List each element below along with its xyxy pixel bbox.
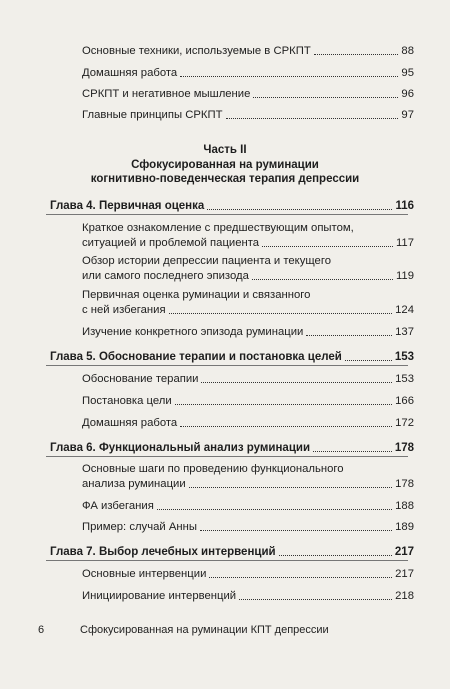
- dot-leader: [157, 509, 392, 510]
- dot-leader: [169, 313, 393, 314]
- entry-title-line2: или самого последнего эпизода: [82, 269, 249, 282]
- toc-entry: [82, 288, 414, 317]
- dot-leader: [262, 246, 393, 247]
- toc-entry: [82, 589, 414, 603]
- entry-page: 137: [395, 326, 414, 338]
- page-number: 6: [38, 624, 45, 636]
- dot-leader: [226, 118, 399, 119]
- toc-entry: [82, 66, 414, 80]
- entry-page: 217: [395, 568, 414, 580]
- dot-leader: [201, 382, 392, 383]
- entry-page: 96: [401, 88, 414, 100]
- part-title-line1: Сфокусированная на руминации: [131, 158, 319, 171]
- dot-leader: [252, 279, 393, 280]
- entry-title: Домашняя работа: [82, 67, 178, 79]
- entry-title: ФА избегания: [82, 500, 154, 512]
- dot-leader: [180, 76, 398, 77]
- entry-title: Главные принципы СРКПТ: [82, 109, 223, 121]
- entry-title-line1: Краткое ознакомление с предшествующим опытом,: [82, 222, 354, 234]
- entry-page: 172: [395, 417, 414, 429]
- entry-title-line2: с ней избегания: [82, 303, 166, 316]
- dot-leader: [200, 530, 392, 531]
- dot-leader: [175, 404, 392, 405]
- dot-leader: [189, 487, 392, 488]
- entry-title: Основные интервенции: [82, 568, 207, 580]
- entry-title: Пример: случай Анны: [82, 521, 197, 533]
- entry-page: 88: [401, 45, 414, 57]
- dot-leader: [207, 209, 392, 210]
- toc-entry: [82, 108, 414, 122]
- entry-title-line2: анализа руминации: [82, 477, 186, 490]
- chapter-divider: [46, 456, 408, 457]
- entry-page: 153: [395, 373, 414, 385]
- toc-entry: [82, 254, 414, 283]
- entry-page: 189: [395, 521, 414, 533]
- toc-entry: [82, 372, 414, 386]
- entry-title: Обоснование терапии: [82, 373, 199, 385]
- chapter-page: 153: [394, 351, 414, 363]
- dot-leader: [253, 97, 398, 98]
- toc-entry: [82, 87, 414, 101]
- chapter-heading: [50, 199, 414, 213]
- entry-page: 124: [395, 303, 414, 316]
- entry-title: Основные техники, используемые в СРКПТ: [82, 45, 311, 57]
- entry-title-line2: ситуацией и проблемой пациента: [82, 236, 260, 249]
- entry-page: 95: [401, 67, 414, 79]
- toc-entry: [82, 221, 414, 250]
- entry-title: Изучение конкретного эпизода руминации: [82, 326, 304, 338]
- dot-leader: [239, 599, 392, 600]
- chapter-title: Глава 6. Функциональный анализ руминации: [50, 442, 311, 454]
- chapter-heading: [50, 441, 414, 455]
- dot-leader: [209, 577, 392, 578]
- entry-page: 97: [401, 109, 414, 121]
- entry-title-line1: Основные шаги по проведению функционального: [82, 463, 344, 475]
- part-title-line2: когнитивно-поведенческая терапия депрессии: [90, 173, 360, 185]
- chapter-divider: [46, 365, 408, 366]
- dot-leader: [345, 360, 392, 361]
- chapter-title: Глава 5. Обоснование терапии и постановка целей: [50, 351, 342, 363]
- entry-title: Домашняя работа: [82, 417, 178, 429]
- entry-title-line1: Первичная оценка руминации и связанного: [82, 289, 311, 301]
- running-title: Сфокусированная на руминации КПТ депрессии: [80, 624, 329, 636]
- entry-page: 117: [395, 236, 414, 249]
- part-label: Часть II: [203, 144, 247, 156]
- entry-page: 188: [395, 500, 414, 512]
- dot-leader: [313, 451, 392, 452]
- toc-entry: [82, 520, 414, 534]
- entry-title: Инициирование интервенций: [82, 590, 237, 602]
- entry-title: Постановка цели: [82, 395, 172, 407]
- entry-page: 166: [395, 395, 414, 407]
- entry-title-line1: Обзор истории депрессии пациента и текущего: [82, 255, 331, 267]
- dot-leader: [180, 426, 392, 427]
- chapter-divider: [46, 560, 408, 561]
- chapter-heading: [50, 545, 414, 559]
- toc-entry: [82, 462, 414, 491]
- toc-entry: [82, 44, 414, 58]
- entry-title: СРКПТ и негативное мышление: [82, 88, 251, 100]
- chapter-page: 217: [394, 546, 414, 558]
- dot-leader: [279, 555, 392, 556]
- toc-entry: [82, 325, 414, 339]
- chapter-divider: [46, 214, 408, 215]
- toc-entry: [82, 567, 414, 581]
- toc-entry: [82, 499, 414, 513]
- entry-page: 119: [395, 269, 414, 282]
- chapter-title: Глава 7. Выбор лечебных интервенций: [50, 546, 276, 558]
- chapter-page: 178: [394, 442, 414, 454]
- toc-entry: [82, 394, 414, 408]
- entry-page: 218: [395, 590, 414, 602]
- toc-entry: [82, 416, 414, 430]
- chapter-page: 116: [395, 200, 414, 212]
- chapter-heading: [50, 350, 414, 364]
- dot-leader: [314, 54, 399, 55]
- part-heading: [40, 143, 410, 187]
- dot-leader: [306, 335, 392, 336]
- chapter-title: Глава 4. Первичная оценка: [50, 200, 205, 212]
- entry-page: 178: [395, 477, 414, 490]
